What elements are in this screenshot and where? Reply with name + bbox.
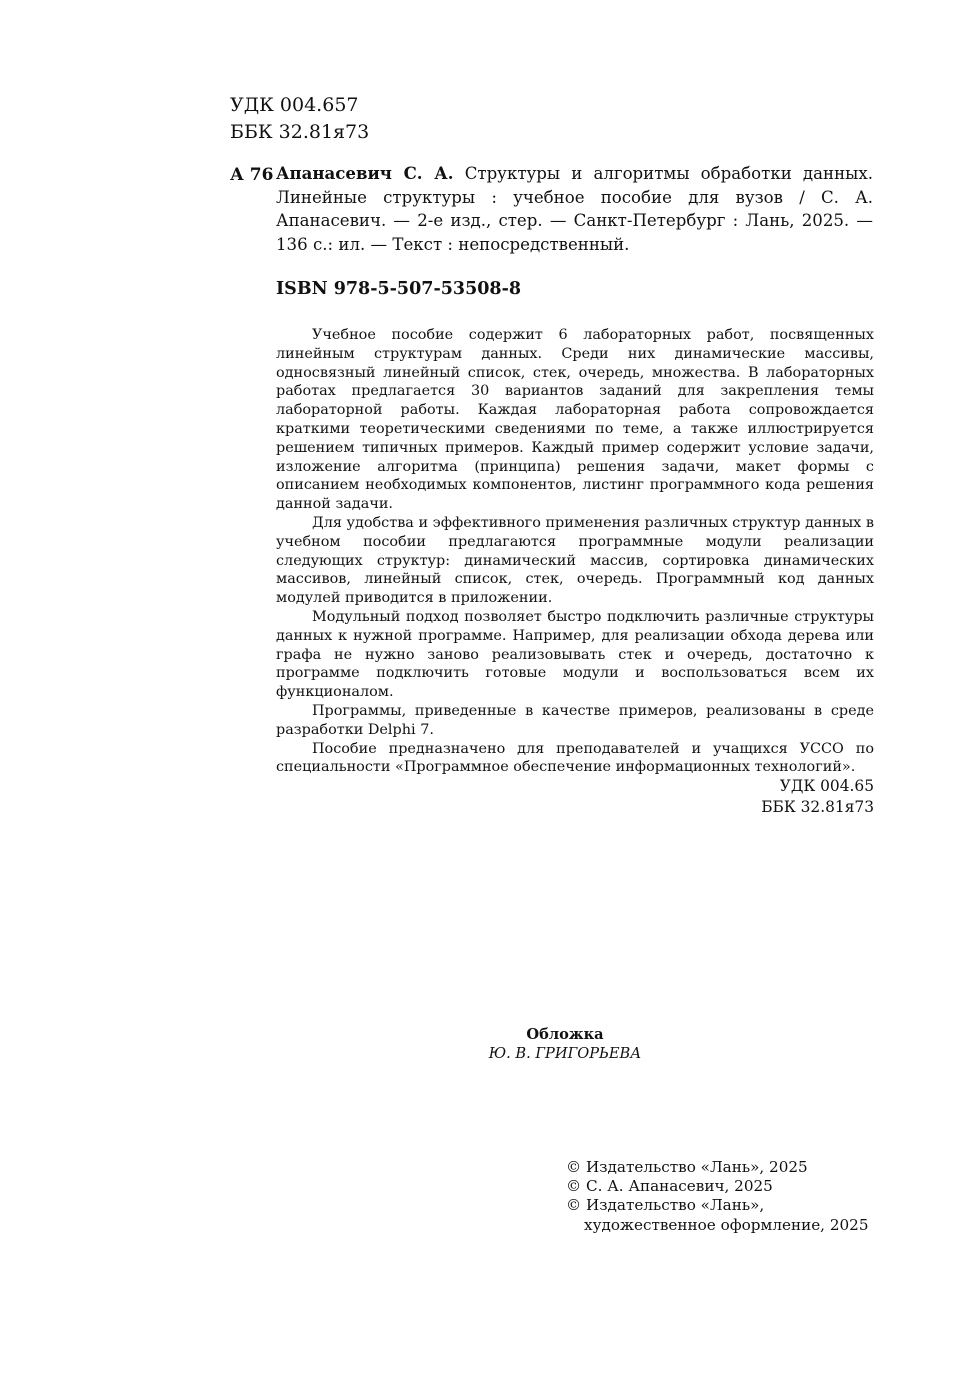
- udk-code-footer: УДК 004.65: [779, 777, 874, 795]
- annotation-paragraph: Для удобства и эффективного применения различных структур данных в учебном пособии предлагаются программные модули реализации следующих структур: динамический массив, сортировка динамических массивов, линейный список, стек, очередь. Программный код данных модулей приводится в приложении.: [276, 514, 874, 607]
- annotation-paragraph: Модульный подход позволяет быстро подключить различные структуры данных к нужной программе. Например, для реализации обхода дерева или графа не нужно заново реализовывать стек и очередь, достаточно к программе подключить готовые модули и воспользоваться всем их функционалом.: [276, 608, 874, 701]
- bbk-code: ББК 32.81я73: [230, 121, 370, 143]
- entry-author: Апанасевич С. А.: [276, 163, 454, 183]
- annotation-paragraph: Учебное пособие содержит 6 лабораторных работ, посвященных линейным структурам данных. Среди них динамические массивы, односвязный линейный список, стек, очередь, множества. В лабораторных работах предлагается 30 вариантов заданий для закрепления темы лабораторной работы. Каждая лабораторная работа сопровождается краткими теоретическими сведениями по теме, а также иллюстрируется решением типичных примеров. Каждый пример содержит условие задачи, изложение алгоритма (принципа) решения задачи, макет формы с описанием необходимых компонентов, листинг программного кода решения данной задачи.: [276, 327, 874, 513]
- isbn: ISBN 978-5-507-53508-8: [276, 279, 522, 299]
- copyright-line: © С. А. Апанасевич, 2025: [566, 1177, 773, 1196]
- classification-codes: [230, 92, 369, 146]
- copyright-line: © Издательство «Лань», 2025: [566, 1158, 808, 1176]
- udk-code: УДК 004.657: [230, 94, 359, 116]
- classification-footer: [700, 776, 874, 818]
- catalog-entry: [276, 162, 873, 256]
- bbk-code-footer: ББК 32.81я73: [761, 798, 874, 816]
- copyright-line: © Издательство «Лань»,: [566, 1196, 765, 1215]
- cover-artist: Ю. В. ГРИГОРЬЕВА: [488, 1044, 642, 1062]
- entry-description: Структуры и алгоритмы обработки данных. Линейные структуры : учебное пособие для вузов / С. А. Апанасевич. — 2-е изд., стер. — Санкт-Петербург : Лань, 2025. — 136 с.: ил. — Текст : непосредственный.: [276, 164, 873, 254]
- copyright-line: художественное оформление, 2025: [584, 1215, 869, 1234]
- annotation: [276, 326, 874, 777]
- cover-credit: [430, 1026, 700, 1063]
- cover-label: Обложка: [526, 1026, 604, 1043]
- author-mark: А 76: [230, 165, 274, 185]
- copyright-block: [566, 1158, 869, 1235]
- annotation-paragraph: Пособие предназначено для преподавателей и учащихся УССО по специальности «Программное обеспечение информационных технологий».: [276, 740, 874, 776]
- annotation-paragraph: Программы, приведенные в качестве примеров, реализованы в среде разработки Delphi 7.: [276, 702, 874, 738]
